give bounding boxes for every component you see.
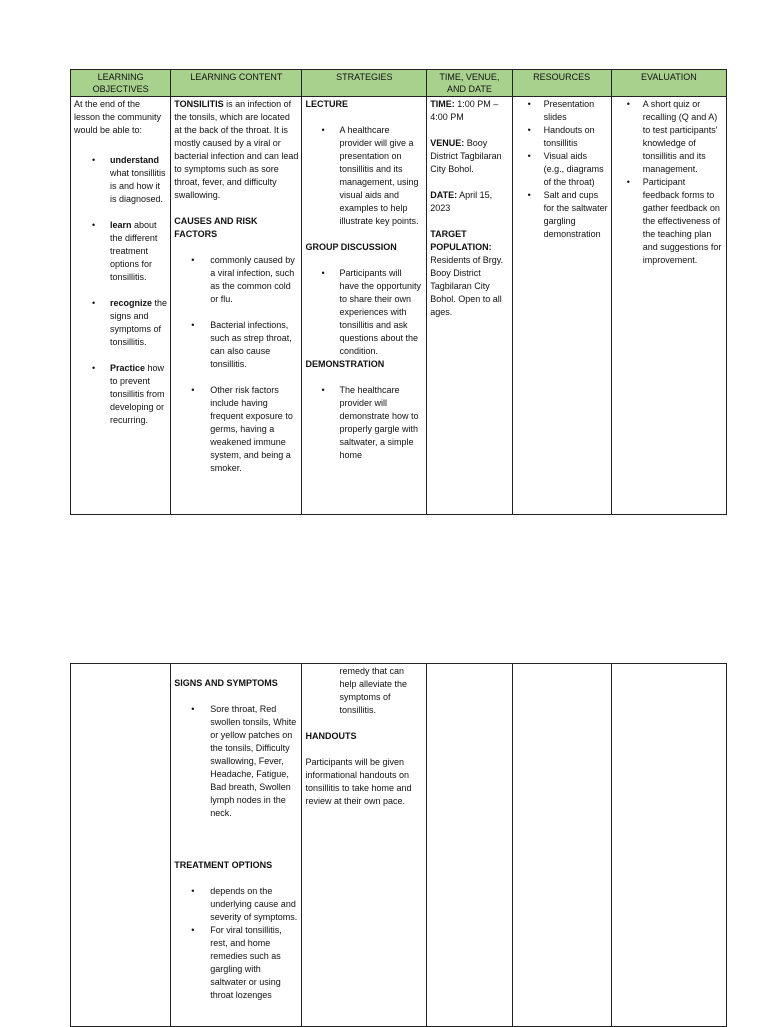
list-item: • Participant feedback forms to gather feedback on the effectiveness of the teaching plan and suggestions for improvement. [623, 176, 723, 267]
list-item: • Handouts on tonsillitis [524, 124, 608, 150]
content-row [71, 97, 727, 515]
content-term: TONSILITIS [174, 99, 224, 109]
header-strategies: STRATEGIES [302, 70, 427, 97]
resources-list [516, 98, 608, 241]
header-learning-objectives: LEARNING OBJECTIVES [71, 70, 171, 97]
list-item: • depends on the underlying cause and severity of symptoms. [174, 885, 298, 924]
venue-label: VENUE: [430, 138, 465, 148]
demonstration-continued [305, 665, 423, 717]
list-item: • A healthcare provider will give a presentation on tonsillitis and its management, using visual aids and examples to help illustrate key points. [305, 124, 423, 228]
handouts-heading: HANDOUTS [305, 731, 357, 741]
objective-text: the signs and symptoms of tonsillitis. [110, 298, 168, 347]
list-item: • The healthcare provider will demonstrate how to properly gargle with saltwater, a simple home [305, 384, 423, 462]
treatment-heading: TREATMENT OPTIONS [174, 860, 273, 870]
header-evaluation: EVALUATION [611, 70, 726, 97]
list-item: • Presentation slides [524, 98, 608, 124]
venue-value: Booy District Tagbilaran City Bohol. [430, 138, 502, 174]
list-item: • Salt and cups for the saltwater gargling demonstration [524, 189, 608, 241]
list-item: • For viral tonsillitis, rest, and home remedies such as gargling with saltwater or using throat lozenges [174, 924, 298, 1002]
time-venue-date-cell [427, 97, 512, 515]
objective-text: how to prevent tonsillitis from developing or recurring. [110, 363, 165, 425]
objective-verb: recognize [110, 298, 153, 308]
content-cell [171, 97, 302, 515]
demonstration-list [305, 384, 423, 462]
list-item: • Participants will have the opportunity to share their own experiences with tonsillitis and ask questions about the condition. [305, 267, 423, 358]
teaching-plan-table-continued [70, 663, 727, 1027]
date-value: April 15, 2023 [430, 190, 493, 213]
objective-text: what tonsillitis is and how it is diagnosed. [110, 168, 166, 204]
causes-list [174, 254, 298, 475]
objectives-intro: At the end of the lesson the community would be able to: [74, 99, 162, 135]
evaluation-list [615, 98, 723, 267]
time-line [430, 98, 508, 124]
list-item: • Visual aids (e.g., diagrams of the throat) [524, 150, 608, 189]
objective-verb: Practice [110, 363, 146, 373]
definition-text: is an infection of the tonsils, which are located at the back of the throat. It is mostly caused by a viral or bacterial infection and can lead to symptoms such as sore throat, fever, and difficulty swallowing. [174, 99, 299, 200]
objective-verb: learn [110, 220, 132, 230]
lecture-heading: LECTURE [305, 99, 348, 109]
objective-verb: understand [110, 155, 160, 165]
list-item [74, 362, 167, 427]
time-label: TIME: [430, 99, 455, 109]
demonstration-heading: DEMONSTRATION [305, 359, 385, 369]
list-item: • Sore throat, Red swollen tonsils, White or yellow patches on the tonsils, Difficulty swallowing, Fever, Headache, Fatigue, Bad breath, Swollen lymph nodes in the neck. [174, 703, 298, 820]
signs-list [174, 703, 298, 820]
date-label: DATE: [430, 190, 458, 200]
header-resources: RESOURCES [512, 70, 611, 97]
page-2 [0, 620, 768, 1024]
header-time-venue-date: TIME, VENUE, AND DATE [427, 70, 512, 97]
time-venue-date-cell [427, 664, 512, 1027]
header-row [71, 70, 727, 97]
teaching-plan-table [70, 69, 727, 515]
content-definition [174, 98, 298, 202]
objectives-list [74, 154, 167, 427]
handouts-text: Participants will be given informational handouts on tonsillitis to take home and review at their own pace. [305, 757, 412, 806]
date-line [430, 189, 508, 215]
resources-cell [512, 664, 611, 1027]
lecture-list [305, 124, 423, 228]
evaluation-cell [611, 664, 726, 1027]
venue-line [430, 137, 508, 176]
group-discussion-heading: GROUP DISCUSSION [305, 242, 397, 252]
signs-heading: SIGNS AND SYMPTOMS [174, 678, 278, 688]
header-learning-content: LEARNING CONTENT [171, 70, 302, 97]
list-item [74, 219, 167, 284]
objective-text: about the different treatment options for tonsillitis. [110, 220, 158, 282]
list-item [74, 154, 167, 206]
target-value: Residents of Brgy. Booy District Tagbilaran City Bohol. Open to all ages. [430, 255, 504, 317]
list-item: • Bacterial infections, such as strep throat, can also cause tonsillitis. [174, 319, 298, 371]
list-item: • Other risk factors include having frequent exposure to germs, having a weakened immune system, and being a smoker. [174, 384, 298, 475]
list-item [74, 297, 167, 349]
resources-cell [512, 97, 611, 515]
list-item: • A short quiz or recalling (Q and A) to test participants' knowledge of tonsillitis and its management. [623, 98, 723, 176]
target-label: TARGET POPULATION: [430, 229, 492, 252]
list-item: remedy that can help alleviate the symptoms of tonsillitis. [339, 666, 408, 715]
content-cell [171, 664, 302, 1027]
treatment-list [174, 885, 298, 1002]
evaluation-cell [611, 97, 726, 515]
strategies-cell [302, 664, 427, 1027]
objectives-cell [71, 664, 171, 1027]
time-value: 1:00 PM – 4:00 PM [430, 99, 499, 122]
content-row [71, 664, 727, 1027]
group-discussion-list [305, 267, 423, 358]
strategies-cell [302, 97, 427, 515]
causes-heading: CAUSES AND RISK FACTORS [174, 216, 258, 239]
list-item: • commonly caused by a viral infection, such as the common cold or flu. [174, 254, 298, 306]
objectives-cell [71, 97, 171, 515]
